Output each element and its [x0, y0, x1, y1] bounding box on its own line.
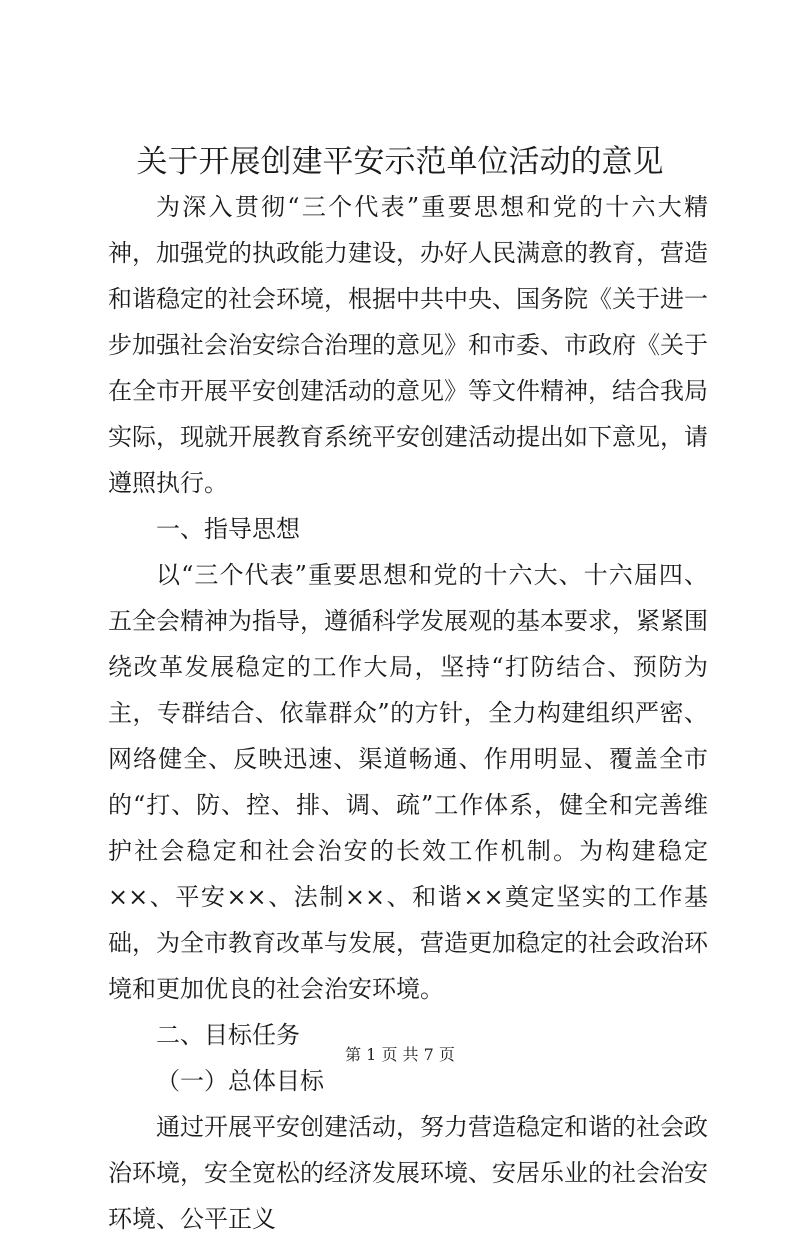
paragraph-guiding-ideology: 以“三个代表”重要思想和党的十六大、十六届四、五全会精神为指导，遵循科学发展观的基本要求，紧紧围绕改革发展稳定的工作大局，坚持“打防结合、预防为主，专群结合、依靠群众”的方针，全力构建组织严密、网络健全、反映迅速、渠道畅通、作用明显、覆盖全市的“打、防、控、排、调、疏”工作体系，健全和完善维护社会稳定和社会治安的长效工作机制。为构建稳定××、平安××、法制××、和谐××奠定坚实的工作基础，为全市教育改革与发展，营造更加稳定的社会政治环境和更加优良的社会治安环境。: [108, 561, 708, 1003]
subsection-heading-overall-goal: （一）总体目标: [156, 1067, 324, 1095]
section-heading-goals-tasks: 二、目标任务: [156, 1021, 300, 1049]
section-heading-guiding-ideology: 一、指导思想: [156, 515, 300, 543]
page-footer: 第 1 页 共 7 页: [345, 1045, 455, 1064]
document-body: [108, 184, 708, 1242]
paragraph-overall-goal: 通过开展平安创建活动，努力营造稳定和谐的社会政治环境，安全宽松的经济发展环境、安居乐业的社会治安环境、公平正义: [108, 1113, 708, 1233]
document-title: 关于开展创建平安示范单位活动的意见: [136, 144, 664, 180]
paragraph-intro: 为深入贯彻“三个代表”重要思想和党的十六大精神，加强党的执政能力建设，办好人民满意的教育，营造和谐稳定的社会环境，根据中共中央、国务院《关于进一步加强社会治安综合治理的意见》和市委、市政府《关于在全市开展平安创建活动的意见》等文件精神，结合我局实际，现就开展教育系统平安创建活动提出如下意见，请遵照执行。: [108, 193, 708, 497]
